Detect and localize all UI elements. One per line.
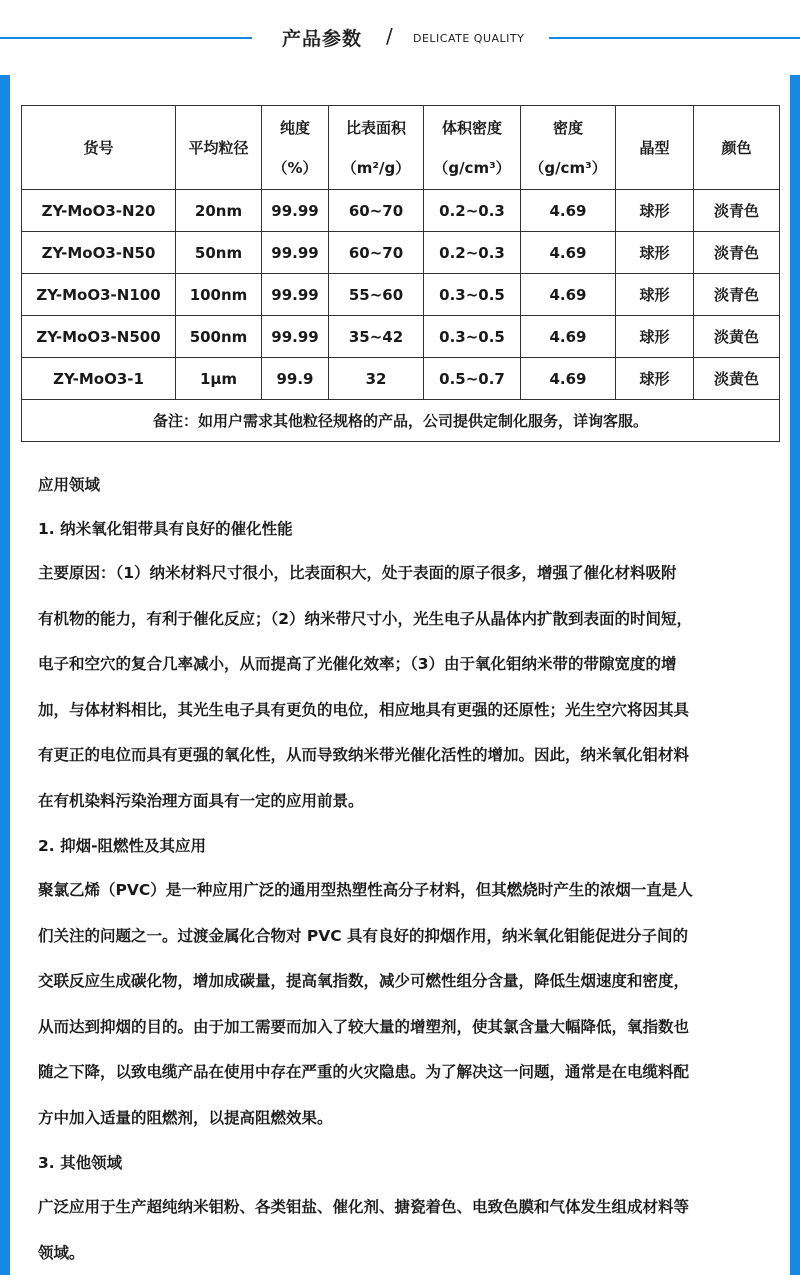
header-cell: 纯度 （%） [262, 106, 329, 190]
table-note-row [22, 400, 780, 442]
header-divider-right [549, 37, 800, 39]
table-cell: 球形 [616, 358, 694, 400]
table-cell: 4.69 [521, 232, 616, 274]
table-cell: ZY-MoO3-1 [22, 358, 176, 400]
table-cell: 球形 [616, 274, 694, 316]
paragraph-line: 领域。 [38, 1243, 85, 1262]
table-cell: ZY-MoO3-N50 [22, 232, 176, 274]
table-cell: 50nm [176, 232, 262, 274]
paragraph-line: 有更正的电位而具有更强的氧化性，从而导致纳米带光催化活性的增加。因此，纳米氧化钼材料 [38, 746, 690, 764]
table-cell: 淡青色 [694, 190, 780, 232]
table-row [22, 358, 780, 400]
header-cell: 晶型 [616, 106, 694, 190]
table-cell: 球形 [616, 316, 694, 358]
product-params-table [21, 105, 780, 442]
paragraph-line: 交联反应生成碳化物，增加成碳量，提高氧指数，减少可燃性组分含量，降低生烟速度和密度， [38, 972, 690, 990]
header-subtitle: DELICATE QUALITY [413, 32, 525, 45]
table-cell: 99.99 [262, 274, 329, 316]
table-cell: 55~60 [329, 274, 424, 316]
table-cell: 淡青色 [694, 232, 780, 274]
section-title: 应用领域 [38, 476, 101, 494]
table-cell: 4.69 [521, 358, 616, 400]
item2-title: 2. 抑烟-阻燃性及其应用 [38, 837, 207, 855]
header-cell: 货号 [22, 106, 176, 190]
table-cell: ZY-MoO3-N500 [22, 316, 176, 358]
item1-title: 1. 纳米氧化钼带具有良好的催化性能 [38, 520, 293, 538]
header-cell: 平均粒径 [176, 106, 262, 190]
table-cell: ZY-MoO3-N20 [22, 190, 176, 232]
table-cell: 100nm [176, 274, 262, 316]
table-cell: 32 [329, 358, 424, 400]
header-banner [0, 0, 800, 75]
table-header-row [22, 106, 780, 190]
application-section [38, 463, 768, 1275]
table-cell: 4.69 [521, 316, 616, 358]
table-cell: 99.99 [262, 316, 329, 358]
paragraph-line: 电子和空穴的复合几率减小，从而提高了光催化效率；（3）由于氧化钼纳米带的带隙宽度的增 [38, 655, 677, 673]
table-cell: 球形 [616, 232, 694, 274]
table-cell: 0.2~0.3 [424, 232, 521, 274]
table-cell: 99.99 [262, 190, 329, 232]
table-cell: 4.69 [521, 274, 616, 316]
paragraph-line: 方中加入适量的阻燃剂，以提高阻燃效果。 [38, 1108, 333, 1127]
header-cell: 体积密度 （g/cm³） [424, 106, 521, 190]
table-cell: 35~42 [329, 316, 424, 358]
table-cell: 0.5~0.7 [424, 358, 521, 400]
table-cell: 1μm [176, 358, 262, 400]
header-title: 产品参数 [282, 28, 363, 50]
table-cell: 60~70 [329, 232, 424, 274]
paragraph-line: 随之下降，以致电缆产品在使用中存在严重的火灾隐患。为了解决这一问题，通常是在电缆料配 [38, 1063, 690, 1081]
paragraph-line: 加，与体材料相比，其光生电子具有更负的电位，相应地具有更强的还原性；光生空穴将因其具 [38, 700, 690, 719]
table-cell: 0.3~0.5 [424, 274, 521, 316]
paragraph-line: 从而达到抑烟的目的。由于加工需要而加入了较大量的增塑剂，使其氯含量大幅降低，氧指数也 [38, 1017, 690, 1036]
table-cell: 球形 [616, 190, 694, 232]
table-cell: 4.69 [521, 190, 616, 232]
paragraph-line: 聚氯乙烯（PVC）是一种应用广泛的通用型热塑性高分子材料，但其燃烧时产生的浓烟一直是人 [38, 881, 693, 899]
table-row [22, 274, 780, 316]
table-note: 备注：如用户需求其他粒径规格的产品，公司提供定制化服务，详询客服。 [22, 400, 780, 442]
header-slash: / [386, 24, 393, 48]
paragraph-line: 有机物的能力，有利于催化反应；（2）纳米带尺寸小，光生电子从晶体内扩散到表面的时间短， [38, 609, 693, 628]
paragraph-line: 广泛应用于生产超纯纳米钼粉、各类钼盐、催化剂、搪瓷着色、电致色膜和气体发生组成材料等 [38, 1198, 690, 1216]
table-row [22, 232, 780, 274]
table-row [22, 316, 780, 358]
table-cell: 淡黄色 [694, 316, 780, 358]
table-cell: 淡黄色 [694, 358, 780, 400]
header-cell: 比表面积 （m²/g） [329, 106, 424, 190]
paragraph-line: 们关注的问题之一。过渡金属化合物对 PVC 具有良好的抑烟作用，纳米氧化钼能促进分子间的 [38, 926, 689, 945]
item3-title: 3. 其他领域 [38, 1154, 123, 1172]
content-panel [10, 75, 790, 1275]
table-cell: 0.3~0.5 [424, 316, 521, 358]
table-cell: 99.99 [262, 232, 329, 274]
table-cell: 0.2~0.3 [424, 190, 521, 232]
paragraph-line: 在有机染料污染治理方面具有一定的应用前景。 [38, 791, 364, 810]
header-cell: 颜色 [694, 106, 780, 190]
header-divider-left [0, 37, 252, 39]
table-cell: 99.9 [262, 358, 329, 400]
table-cell: 20nm [176, 190, 262, 232]
table-cell: ZY-MoO3-N100 [22, 274, 176, 316]
paragraph-line: 主要原因：（1）纳米材料尺寸很小，比表面积大，处于表面的原子很多，增强了催化材料吸附 [38, 564, 677, 582]
table-row [22, 190, 780, 232]
table-cell: 淡青色 [694, 274, 780, 316]
table-cell: 60~70 [329, 190, 424, 232]
header-cell: 密度 （g/cm³） [521, 106, 616, 190]
table-cell: 500nm [176, 316, 262, 358]
